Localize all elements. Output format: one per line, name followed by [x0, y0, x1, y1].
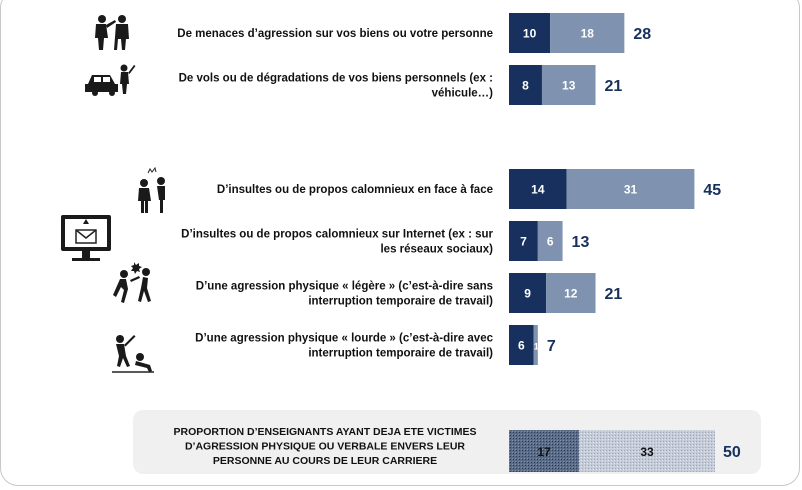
- car-vandal-icon: [85, 65, 136, 97]
- summary-label: PERSONNE AU COURS DE LEUR CARRIERE: [212, 455, 438, 467]
- summary-value-label: 33: [640, 445, 654, 459]
- category-label: De vols ou de dégradations de vos biens personnels (ex :: [178, 72, 493, 85]
- bar-value-label: 31: [623, 182, 638, 197]
- chart-row: [196, 273, 623, 313]
- category-label: D’une agression physique « légère » (c’est-à-dire sans: [195, 280, 493, 293]
- chart-row: [181, 221, 589, 261]
- assault-icon: [112, 335, 154, 372]
- category-label: véhicule…): [431, 87, 493, 100]
- bar-value-label: 13: [562, 78, 576, 93]
- bar-value-label: 6: [546, 234, 554, 249]
- bar-value-label: 9: [524, 286, 531, 301]
- bar-value-label: 14: [531, 182, 545, 197]
- bar-total-label: 21: [604, 78, 623, 95]
- bar-value-label: 10: [522, 26, 537, 41]
- category-label: De menaces d’agression sur vos biens ou votre personne: [177, 28, 493, 40]
- category-label: D’insultes ou de propos calomnieux sur Internet (ex : sur: [181, 228, 493, 241]
- category-label: interruption temporaire de travail): [308, 347, 493, 360]
- bar-total-label: 45: [703, 182, 722, 199]
- bar-value-label: 18: [580, 26, 594, 41]
- fight-icon: [113, 262, 151, 303]
- threat-icon: [95, 15, 129, 50]
- chart-row: [179, 65, 623, 105]
- bar-value-label: 7: [520, 234, 527, 249]
- bar-value-label: 12: [564, 286, 578, 301]
- category-label: interruption temporaire de travail): [308, 295, 493, 308]
- category-label: les réseaux sociaux): [380, 243, 493, 256]
- computer-mail-icon: [61, 215, 111, 261]
- bar-total-label: 28: [633, 26, 652, 43]
- bar-total-label: 21: [604, 286, 623, 303]
- chart-row: [177, 13, 651, 53]
- bar-value-label: 8: [522, 78, 529, 93]
- summary-value-label: 17: [537, 445, 551, 459]
- bar-total-label: 7: [546, 338, 556, 355]
- summary-label: PROPORTION D’ENSEIGNANTS AYANT DEJA ETE VICTIMES: [173, 426, 477, 438]
- chart-row: [217, 169, 721, 209]
- category-label: D’insultes ou de propos calomnieux en face à face: [216, 184, 493, 196]
- summary-total-label: 50: [723, 444, 741, 461]
- bar-value-label: 1: [533, 341, 539, 352]
- bar-value-label: 6: [518, 338, 525, 353]
- category-label: D’une agression physique « lourde » (c’est-à-dire avec: [195, 332, 493, 345]
- bar-total-label: 13: [571, 234, 590, 251]
- summary-label: D’AGRESSION PHYSIQUE OU VERBALE ENVERS LEUR: [184, 440, 466, 453]
- insult-icon: [138, 168, 165, 213]
- chart-row: [195, 325, 556, 365]
